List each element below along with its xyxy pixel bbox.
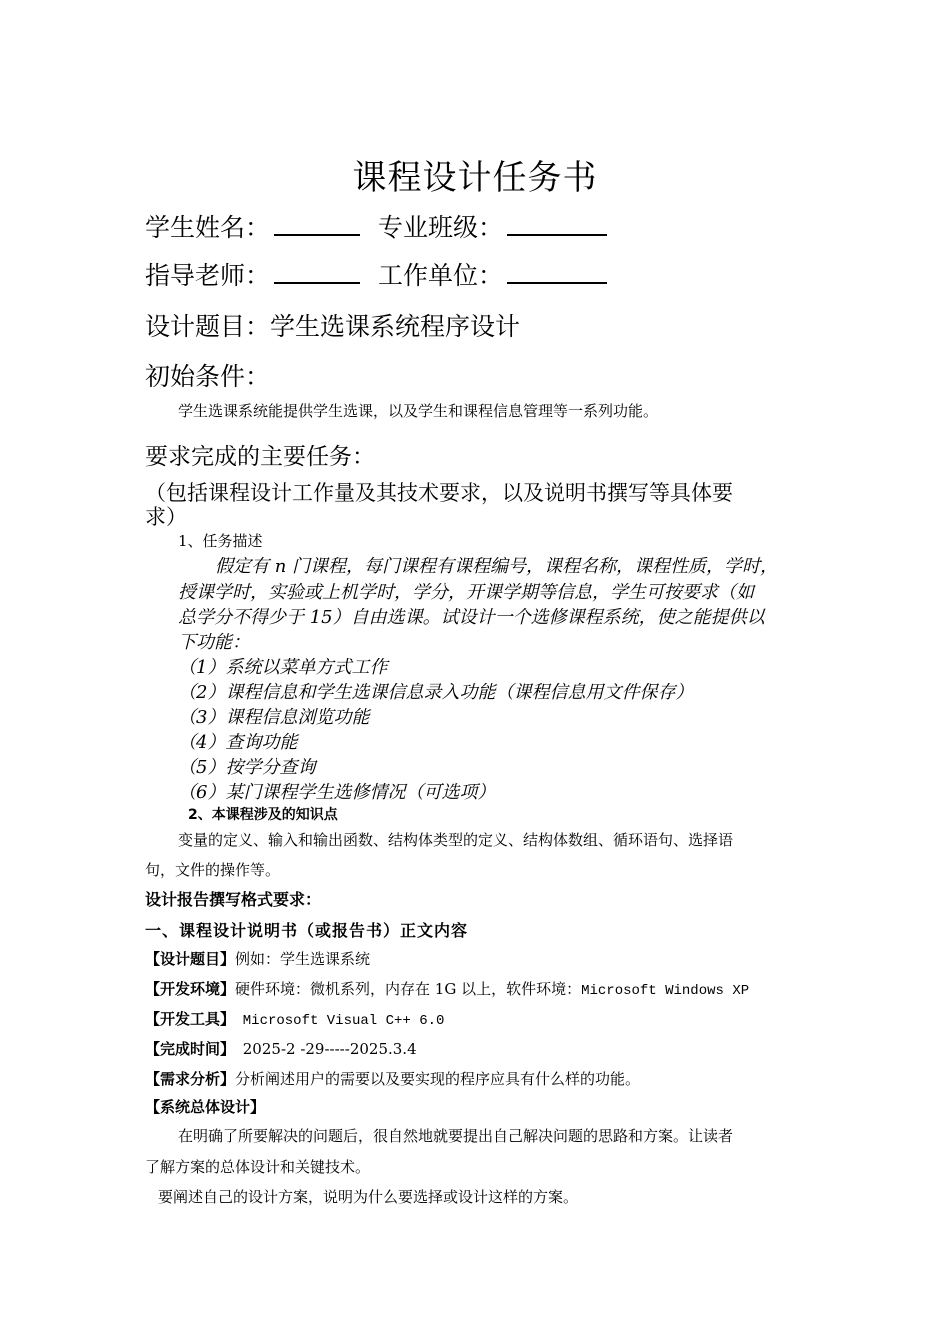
item-topic (145, 948, 370, 969)
advisor-blank (274, 260, 360, 284)
item-topic-value: 例如：学生选课系统 (235, 950, 371, 968)
overall-line: 要阐述自己的设计方案，说明为什么要选择或设计这样的方案。 (158, 1188, 579, 1206)
knowledge-line: 句，文件的操作等。 (145, 861, 281, 879)
work-unit-blank (507, 260, 607, 284)
item-req (145, 1068, 640, 1089)
function-item: （1）系统以菜单方式工作 (178, 657, 388, 678)
item-tool-label: 【开发工具】 (145, 1010, 236, 1028)
function-item: （4）查询功能 (178, 732, 298, 753)
overall-line: 在明确了所要解决的问题后，很自然地就要提出自己解决问题的思路和方案。让读者 (178, 1127, 734, 1145)
item-env (145, 978, 749, 999)
item-env-label: 【开发环境】 (145, 980, 236, 998)
item-topic-label: 【设计题目】 (145, 950, 236, 968)
student-name-label: 学生姓名： (145, 213, 271, 242)
task-desc-title: 1、任务描述 (178, 532, 263, 550)
knowledge-line: 变量的定义、输入和输出函数、结构体类型的定义、结构体数组、循环语句、选择语 (178, 831, 734, 849)
item-time-value: 2025-2 -29-----2025.3.4 (242, 1040, 417, 1058)
function-item: （3）课程信息浏览功能 (178, 707, 370, 728)
major-class-blank (507, 212, 607, 236)
task-desc-line: 授课学时，实验或上机学时，学分，开课学期等信息，学生可按要求（如 (178, 582, 754, 603)
item-env-os: Microsoft Windows XP (581, 983, 750, 999)
student-name-row (145, 208, 607, 244)
advisor-row (145, 256, 607, 292)
initial-conditions-text: 学生选课系统能提供学生选课，以及学生和课程信息管理等一系列功能。 (178, 402, 659, 420)
initial-conditions-heading: 初始条件： (145, 362, 271, 391)
major-class-label: 专业班级： (377, 213, 503, 242)
function-item: （5）按学分查询 (178, 757, 316, 778)
section1-heading: 一、课程设计说明书（或报告书）正文内容 (145, 921, 469, 940)
item-time (145, 1038, 417, 1059)
item-tool (145, 1008, 444, 1029)
task-desc-line: 假定有 n 门课程，每门课程有课程编号，课程名称，课程性质，学时， (215, 556, 779, 577)
main-tasks-heading: 要求完成的主要任务： (145, 444, 375, 470)
function-item: （6）某门课程学生选修情况（可选项） (178, 782, 496, 803)
item-req-label: 【需求分析】 (145, 1070, 236, 1088)
main-tasks-sub-line2: 求） (145, 505, 187, 529)
format-heading: 设计报告撰写格式要求： (145, 890, 322, 909)
item-time-label: 【完成时间】 (145, 1040, 236, 1058)
item-overall-label: 【系统总体设计】 (145, 1098, 266, 1116)
item-env-value: 硬件环境：微机系列，内存在 1G 以上，软件环境： (235, 980, 582, 998)
student-name-blank (274, 212, 360, 236)
task-desc-line: 总学分不得少于 15）自由选课。试设计一个选修课程系统，使之能提供以 (178, 607, 765, 628)
work-unit-label: 工作单位： (377, 261, 503, 290)
task-desc-line: 下功能： (178, 632, 250, 653)
main-tasks-sub-line1: （包括课程设计工作量及其技术要求，以及说明书撰写等具体要 (145, 481, 733, 505)
advisor-label: 指导老师： (145, 261, 271, 290)
knowledge-title: 2、本课程涉及的知识点 (188, 807, 338, 823)
design-topic-line: 设计题目：学生选课系统程序设计 (145, 312, 521, 341)
item-req-value: 分析阐述用户的需要以及要实现的程序应具有什么样的功能。 (235, 1070, 641, 1088)
function-item: （2）课程信息和学生选课信息录入功能（课程信息用文件保存） (178, 682, 694, 703)
overall-line: 了解方案的总体设计和关键技术。 (145, 1158, 371, 1176)
item-tool-value: Microsoft Visual C++ 6.0 (242, 1013, 445, 1029)
page-title: 课程设计任务书 (352, 158, 598, 198)
